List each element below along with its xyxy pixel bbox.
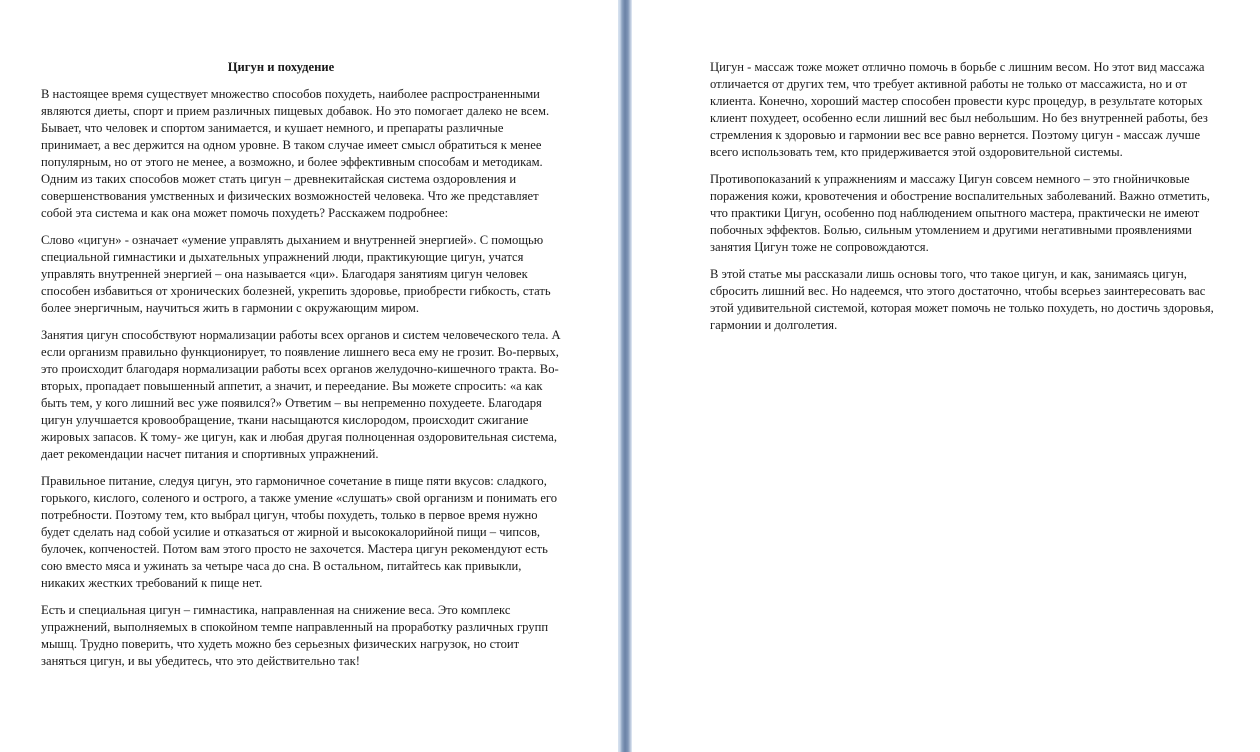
document-page-left[interactable] [0,0,618,752]
page-separator [618,0,632,752]
paragraph: Занятия цигун способствуют нормализации работы всех органов и систем человеческого тела. А если организм правильно функционирует, то появление лишнего веса ему не грозит. Во-первых, это происходит благодаря нормализации работы всех органов желудочно-кишечного тракта. Во-вторых, пропадает повышенный аппетит, а значит, и переедание. Вы можете спросить: «а как быть тем, у кого лишний вес уже появился?» Ответим – вы непременно похудеете. Благодаря цигун улучшается кровообращение, ткани насыщаются кислородом, происходит сжигание жировых запасов. К тому- же цигун, как и любая другая полноценная оздоровительная система, дает рекомендации насчет питания и спортивных упражнений. [41,328,561,461]
paragraph: В этой статье мы рассказали лишь основы того, что такое цигун, и как, занимаясь цигун, сбросить лишний вес. Но надеемся, что этого достаточно, чтобы всерьез заинтересовать вас этой удивительной системой, которая может помочь не только похудеть, но достичь здоровья, гармонии и долголетия. [710,267,1214,332]
paragraph: Слово «цигун» - означает «умение управлять дыханием и внутренней энергией». С помощью специальной гимнастики и дыхательных упражнений люди, практикующие цигун, учатся управлять внутренней энергией – она называется «ци». Благодаря занятиям цигун человек способен избавиться от хронических болезней, укрепить здоровье, приобрести гибкость, стать более энергичным, научиться жить в гармонии с окружающим миром. [41,233,551,315]
page-text-right [710,59,1230,344]
page-text-left [41,59,561,680]
document-title: Цигун и похудение [227,60,335,74]
paragraph: В настоящее время существует множество способов похудеть, наиболее распространенными являются диеты, спорт и прием различных пищевых добавок. Но это помогает далеко не всем. Бывает, что человек и спортом занимается, и кушает немного, и препараты различные принимает, а вес держится на одном уровне. В таком случае имеет смысл обратиться к менее популярным, но от этого не менее, а возможно, и более эффективным способам и методикам. Одним из таких способов может стать цигун – древнекитайская система оздоровления и совершенствования умственных и физических возможностей человека. Что же представляет собой эта система и как она может помочь похудеть? Расскажем подробнее: [41,87,550,220]
paragraph: Есть и специальная цигун – гимнастика, направленная на снижение веса. Это комплекс упражнений, выполняемых в спокойном темпе направленный на проработку различных групп мышц. Трудно поверить, что худеть можно без серьезных физических нагрузок, но стоит заняться цигун, и вы убедитесь, что это действительно так! [41,603,549,668]
paragraph: Правильное питание, следуя цигун, это гармоничное сочетание в пище пяти вкусов: сладкого, горького, кислого, соленого и острого, а также умение «слушать» свой организм и понимать его потребности. Поэтому тем, кто выбрал цигун, чтобы похудеть, только в первое время нужно будет сделать над собой усилие и отказаться от жирной и высококалорийной пищи – чипсов, булочек, копченостей. Потом вам этого просто не захочется. Мастера цигун рекомендуют есть сою вместо мяса и ужинать за четыре часа до сна. В остальном, питайтесь как привыкли, никаких жестких требований к пище нет. [41,474,558,590]
document-page-right[interactable] [632,0,1260,752]
paragraph: Цигун - массаж тоже может отлично помочь в борьбе с лишним весом. Но этот вид массажа отличается от других тем, что требует активной работы не только от массажиста, но и от клиента. Конечно, хороший мастер способен провести курс процедур, в результате которых клиент похудеет, особенно если лишний вес был небольшим. Но без внутренней работы, без стремления к здоровью и гармонии вес все равно вернется. Поэтому цигун - массаж лучше всего использовать тем, кто придерживается этой оздоровительной системы. [710,60,1208,159]
paragraph: Противопоказаний к упражнениям и массажу Цигун совсем немного – это гнойничковые поражения кожи, кровотечения и обострение воспалительных заболеваний. Важно отметить, что практики Цигун, особенно под наблюдением опытного мастера, практически не имеют побочных эффектов. Болью, сильным утомлением и другими негативными проявлениями занятия Цигун тоже не сопровождаются. [710,172,1210,254]
